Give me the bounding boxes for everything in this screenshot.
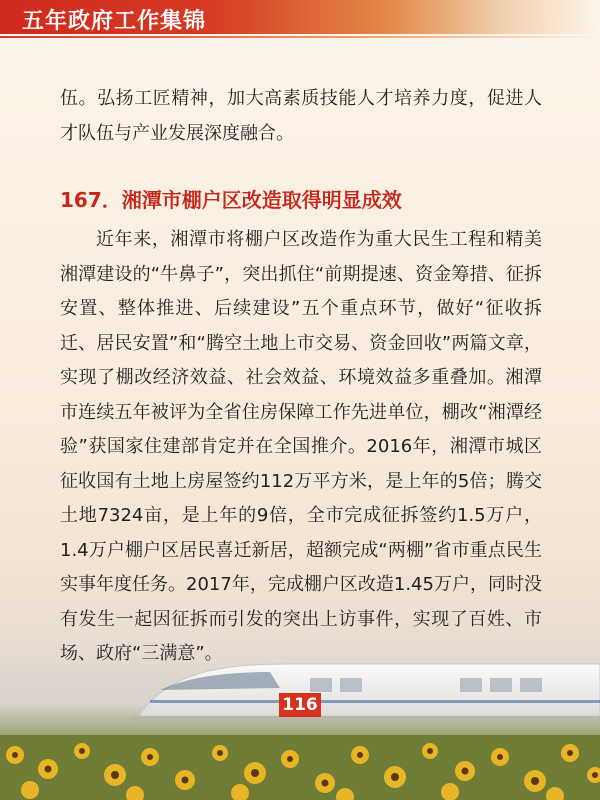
header-title: 五年政府工作集锦 bbox=[22, 9, 207, 34]
page-number: 116 bbox=[279, 693, 321, 717]
high-speed-train-icon bbox=[130, 652, 600, 730]
continuation-paragraph: 伍。弘扬工匠精神，加大高素质技能人才培养力度，促进人才队伍与产业发展深度融合。 bbox=[60, 88, 542, 144]
header-band bbox=[0, 0, 600, 34]
body-paragraph: 近年来，湘潭市将棚户区改造作为重大民生工程和精美湘潭建设的“牛鼻子”，突出抓住“前期提速、资金筹措、征拆安置、整体推进、后续建设”五个重点环节，做好“征收拆迁、居民安置”和“腾空土地上市交易、资金回收”两篇文章，实现了棚改经济效益、社会效益、环境效益多重叠加。湘潭市连续五年被评为全省住房保障工作先进单位，棚改“湘潭经验”获国家住建部肯定并在全国推介。2016年，湘潭市城区征收国有土地上房屋签约112万平方米，是上年的5倍；腾交土地7324亩，是上年的9倍，全市完成征拆签约1.5万户，1.4万户棚户区居民喜迁新居，超额完成“两棚”省市重点民生实事年度任务。2017年，完成棚户区改造1.45万户，同时没有发生一起因征拆而引发的突出上访事件，实现了百姓、市场、政府“三满意”。 bbox=[60, 229, 542, 664]
sunflower-field-icon bbox=[0, 735, 600, 800]
section-heading: 167．湘潭市棚户区改造取得明显成效 bbox=[60, 188, 402, 212]
header-rule bbox=[0, 36, 600, 38]
